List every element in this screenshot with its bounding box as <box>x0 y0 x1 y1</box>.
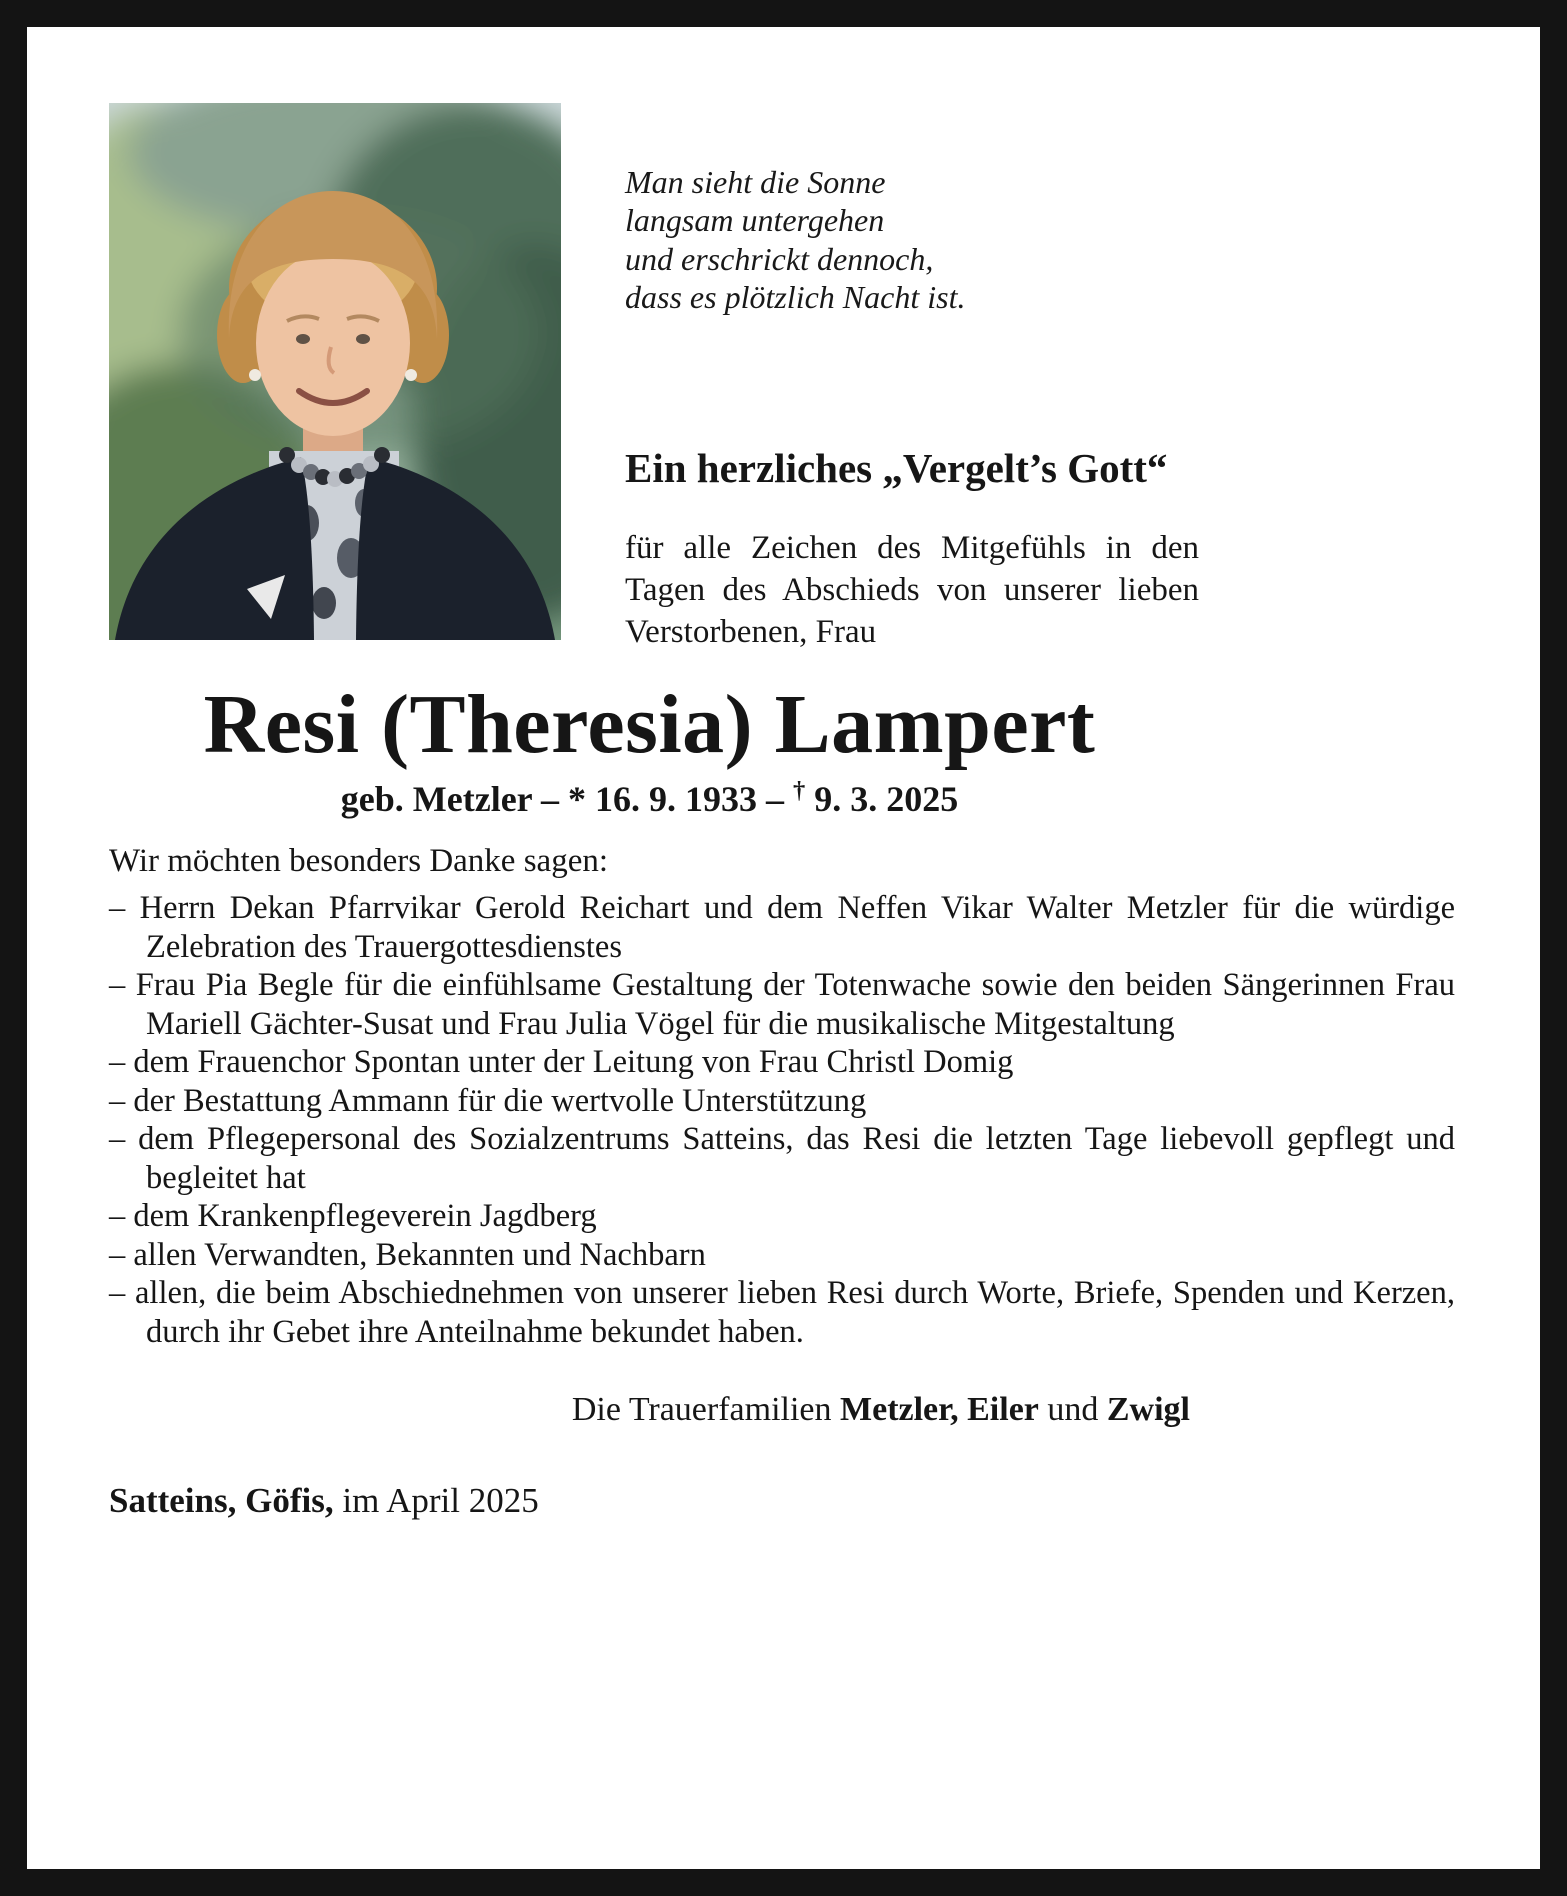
list-item: – dem Krankenpflegeverein Jagdberg <box>109 1198 597 1235</box>
poem-line: Man sieht die Sonne <box>625 164 886 200</box>
poem <box>625 163 1199 317</box>
deceased-block <box>109 679 1190 819</box>
closing-line <box>109 1391 1190 1429</box>
header-text-column <box>625 103 1199 653</box>
closing-families-2: Zwigl <box>1106 1391 1190 1429</box>
list-item: – der Bestattung Ammann für die wertvolle Unterstützung <box>109 1082 867 1119</box>
deceased-dates <box>109 778 1190 820</box>
list-item: – Frau Pia Begle für die einfühlsame Gestaltung der Totenwache sowie den beiden Sängerinnen Frau Mariell Gächter-Susat und Frau Julia Vögel für die musikalische Mitgestaltung <box>109 967 1455 1042</box>
thanks-heading: Ein herzliches „Vergelt’s Gott“ <box>625 444 1168 491</box>
poem-line: dass es plötzlich Nacht ist. <box>625 279 966 316</box>
poem-line: und erschrickt dennoch, <box>625 240 934 277</box>
thanks-lead: Wir möchten besonders Danke sagen: <box>109 842 609 879</box>
closing-conjunction: und <box>1038 1391 1107 1429</box>
list-item: – allen Verwandten, Bekannten und Nachbarn <box>109 1236 706 1273</box>
thanks-section <box>109 842 1455 1352</box>
list-item: – dem Pflegepersonal des Sozialzentrums Satteins, das Resi die letzten Tage liebevoll gepflegt und begleitet hat <box>109 1121 1455 1196</box>
closing-prefix: Die Trauerfamilien <box>571 1391 841 1429</box>
thanks-list <box>109 889 1455 1351</box>
intro-paragraph: für alle Zeichen des Mitgefühls in den Tagen des Abschieds von unserer lieben Verstorbenen, Frau <box>625 529 1199 650</box>
list-item: – dem Frauenchor Spontan unter der Leitung von Frau Christl Domig <box>109 1044 1014 1081</box>
poem-line: langsam untergehen <box>625 202 885 239</box>
deceased-name: Resi (Theresia) Lampert <box>203 678 1096 772</box>
footer-places: Satteins, Göfis, <box>109 1481 334 1521</box>
footer-date: im April 2025 <box>333 1481 539 1521</box>
death-date: 9. 3. 2025 <box>805 778 959 819</box>
death-dagger-symbol: † <box>793 776 806 804</box>
list-item: – Herrn Dekan Pfarrvikar Gerold Reichart und dem Neffen Vikar Walter Metzler für die würdige Zelebration des Trauergottesdienstes <box>109 890 1455 965</box>
dates-prefix: geb. Metzler – * 16. 9. 1933 – <box>340 778 793 819</box>
header-section <box>109 103 1455 653</box>
closing-families-1: Metzler, Eiler <box>840 1391 1039 1429</box>
portrait-photo <box>109 103 561 640</box>
place-date-line <box>109 1481 1455 1521</box>
card-content <box>27 27 1540 1521</box>
list-item: – allen, die beim Abschiednehmen von unserer lieben Resi durch Worte, Briefe, Spenden und Kerzen, durch ihr Gebet ihre Anteilnahme bekundet haben. <box>109 1275 1455 1350</box>
